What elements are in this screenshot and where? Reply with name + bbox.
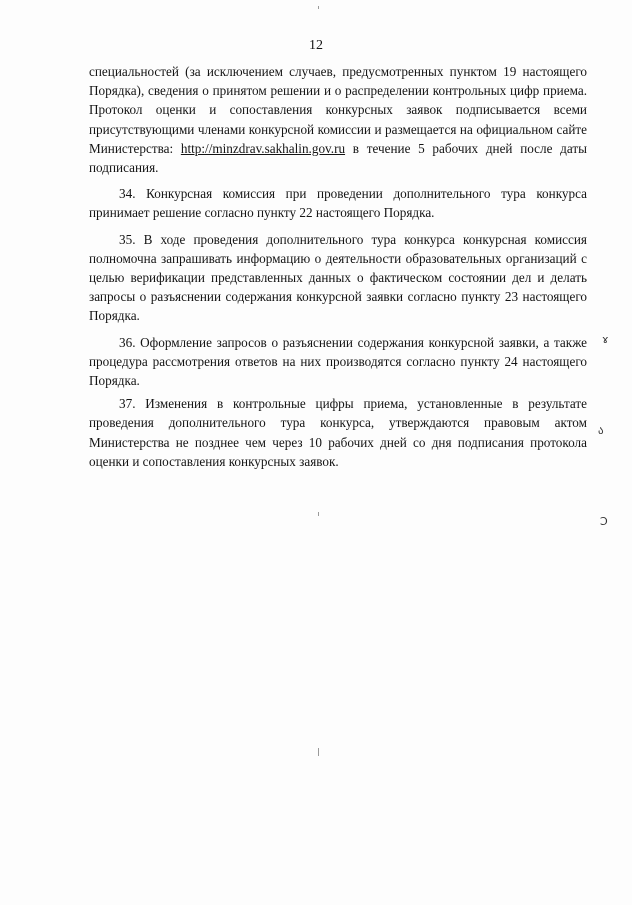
- margin-mark: ა: [598, 424, 604, 437]
- margin-mark: ɤ: [602, 333, 609, 346]
- paragraph-35: 35. В ходе проведения дополнительного тура конкурса конкурсная комиссия полномочна запрашивать информацию о деятельности образовательных организаций с целью верификации представленных данных о фактическом состоянии дел и делать запросы о разъяснении содержания конкурсной заявки согласно пункту 23 настоящего Порядка.: [89, 231, 587, 324]
- paragraph-36: 36. Оформление запросов о разъяснении содержания конкурсной заявки, а также процедура рассмотрения ответов на них производятся согласно пункту 24 настоящего Порядка.: [89, 334, 587, 389]
- page-number: 12: [309, 38, 323, 53]
- paragraph-34: 34. Конкурсная комиссия при проведении дополнительного тура конкурса принимает решение согласно пункту 22 настоящего Порядка.: [89, 186, 587, 221]
- scan-speck: [318, 6, 319, 9]
- paragraph-text: специальностей (за исключением случаев, предусмотренных пунктом 19 настоящего Порядка), сведения о принятом решении и о распределении контрольных цифр приема. Протокол оценки и сопоставления конкурсных заявок подписывается всеми присутствующими членами конкурсной комиссии и размещается на официальном сайте Министерства:: [89, 64, 587, 156]
- paragraph-text: в течение 5 рабочих дней после даты подписания.: [89, 140, 588, 176]
- ministry-website-link[interactable]: http://minzdrav.sakhalin.gov.ru: [180, 140, 346, 156]
- paragraph-37: 37. Изменения в контрольные цифры приема, установленные в результате проведения дополнительного тура конкурса, утверждаются правовым актом Министерства не позднее чем через 10 рабочих дней со дня подписания протокола оценки и сопоставления конкурсных заявок.: [89, 396, 587, 469]
- paragraph-continuation: [89, 62, 587, 177]
- document-body: [89, 62, 587, 471]
- scan-speck: [318, 748, 319, 756]
- scan-speck: [318, 512, 319, 516]
- margin-mark: Ɔ: [600, 515, 608, 528]
